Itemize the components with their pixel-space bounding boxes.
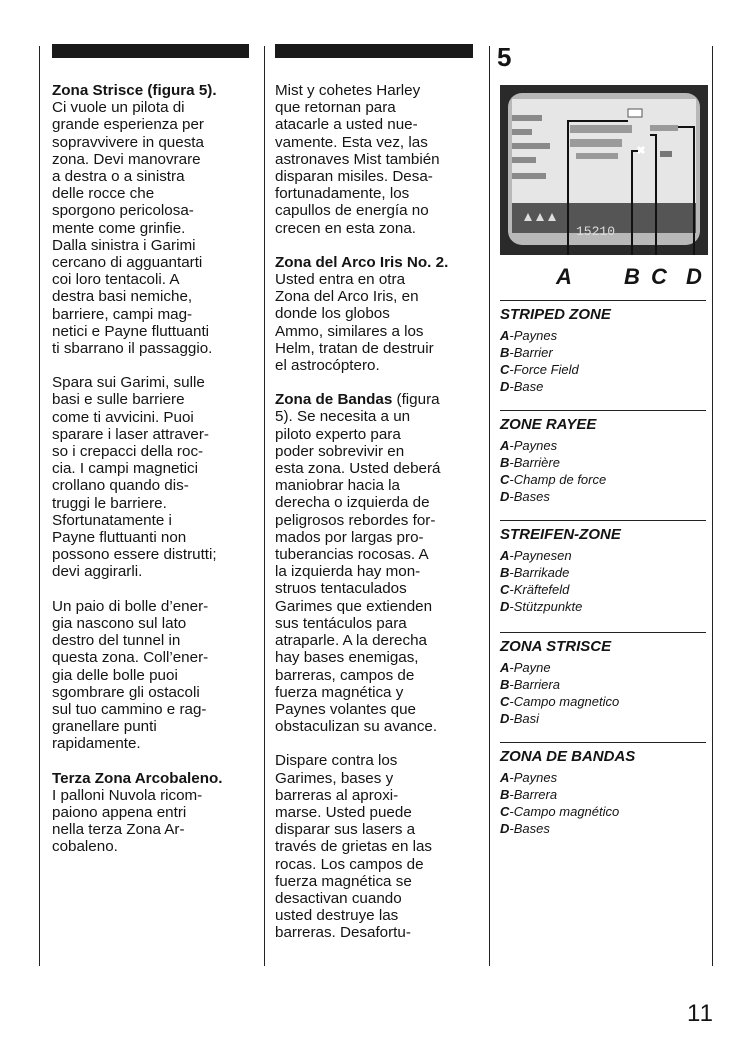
- paragraph-text: Spara sui Garimi, sulle basi e sulle barriere come ti avvicini. Puoi sparare i laser attraver- so i crepacci della roc- cia. I campi magnetici crollano quando dis- truggi le barriere. Sfortunatamente i Payne fluttuanti non possono essere distrutti; devi aggirarli.: [52, 374, 217, 581]
- legend-item: B-Barrière: [500, 455, 560, 470]
- paragraph-text: I palloni Nuvola ricom- paiono appena entri nella terza Zona Ar- cobaleno.: [52, 786, 203, 856]
- payne-sprite: [628, 109, 642, 117]
- column-rule: [489, 46, 490, 966]
- legend-item: D-Stützpunkte: [500, 599, 583, 614]
- paragraph-text: Mist y cohetes Harley que retornan para atacarle a usted nue- vamente. Esta vez, las astronaves Mist también disparan misiles. Desa- fortunadamente, los capullos de energía no crecen en esta zona.: [275, 82, 440, 237]
- column-rule: [712, 46, 713, 966]
- paragraph-text: Un paio di bolle d’ener- gia nascono sul lato destro del tunnel in questa zona. Coll’ener- gia delle bolle puoi sgombrare gli ostacoli sul tuo cammino e rag- granellare punti rapidamente.: [52, 597, 209, 753]
- spanish-column: [275, 82, 483, 959]
- legend-item: D-Basi: [500, 711, 540, 726]
- column-rule: [39, 46, 40, 966]
- legend-item: A-Payne: [500, 660, 551, 675]
- legend-zone-rayee: [500, 410, 706, 505]
- paragraph-heading: Zona del Arco Iris No. 2.: [275, 253, 449, 271]
- legend-item: A-Paynes: [500, 770, 558, 785]
- legend-item: A-Paynesen: [500, 548, 572, 563]
- column-rule: [264, 46, 265, 966]
- legend-item: D-Bases: [500, 821, 550, 836]
- italian-paragraph: [52, 374, 257, 580]
- legend-item: D-Bases: [500, 489, 550, 504]
- page-number: 11: [687, 1000, 714, 1027]
- legend-title: ZONA DE BANDAS: [500, 748, 636, 765]
- score-readout: 15210: [576, 224, 616, 239]
- legend-item: D-Base: [500, 379, 544, 394]
- screen-label-d: D: [686, 264, 702, 289]
- italian-paragraph: [52, 770, 257, 856]
- legend-title: STRIPED ZONE: [500, 306, 611, 323]
- legend-zona-de-bandas: [500, 742, 706, 837]
- base-sprite: [660, 151, 672, 157]
- screen-label-row: [500, 264, 712, 292]
- paragraph-text: (figura 5). Se necesita a un piloto experto para poder sobrevivir en esta zona. Usted deberá maniobrar hacia la derecha o izquierda de peligrosos rebordes for- mados por largas pro- tuberancias rocosas. A la izquierda hay mon- struos tentaculados Garimes que extienden sus tentáculos para atraparle. A la derecha hay bases enemigas, barreras, campos de fuerza magnética y Paynes volantes que obstaculizan su avance.: [275, 391, 441, 736]
- legend-item: C-Kräftefeld: [500, 582, 570, 597]
- italian-paragraph: [52, 82, 257, 357]
- legend-item: B-Barriera: [500, 677, 560, 692]
- paragraph-heading: Zona de Bandas: [275, 391, 393, 409]
- paragraph-heading: Zona Strisce (figura 5).: [52, 82, 217, 99]
- paragraph-heading: Terza Zona Arcobaleno.: [52, 769, 223, 787]
- paragraph-text: Ci vuole un pilota di grande esperienza per sopravvivere in questa zona. Devi manovrare a destra o a sinistra delle rocce che sporgono pericolosa- mente come grinfie. Dalla sinistra i Garimi cercano di agguantarti coi loro tentacoli. A destra basi nemiche, barriere, campi mag- netici e Payne fluttuanti ti sbarrano il passaggio.: [52, 99, 213, 358]
- spanish-paragraph: [275, 254, 483, 374]
- legend-item: A-Paynes: [500, 438, 558, 453]
- legend-item: C-Force Field: [500, 362, 579, 377]
- legend-item: C-Campo magnetico: [500, 694, 620, 709]
- legend-title: STREIFEN-ZONE: [500, 526, 621, 543]
- paragraph-text: Usted entra en otra Zona del Arco Iris, en donde los globos Ammo, similares a los Helm, tratan de destruir el astrocóptero.: [275, 271, 434, 375]
- legend-streifen-zone: [500, 520, 706, 615]
- header-bar: [52, 44, 249, 58]
- section-number: 5: [497, 42, 512, 72]
- ship-sprite: [638, 147, 644, 153]
- header-bar: [275, 44, 473, 58]
- legend-zona-strisce: [500, 632, 706, 727]
- legend-item: A-Paynes: [500, 328, 558, 343]
- paragraph-text: Dispare contra los Garimes, bases y barreras al aproxi- marse. Usted puede disparar sus lasers a través de grietas en las rocas. Los campos de fuerza magnética se desactivan cuando usted destruye las barreras. Desafortu-: [275, 752, 433, 942]
- italian-paragraph: [52, 598, 257, 753]
- legend-title: ZONA STRISCE: [500, 638, 612, 655]
- legend-item: B-Barrera: [500, 787, 558, 802]
- legend-item: C-Campo magnético: [500, 804, 620, 819]
- spanish-paragraph: [275, 752, 483, 941]
- legend-item: B-Barrier: [500, 345, 553, 360]
- screen-label-a: A: [556, 264, 572, 289]
- game-screenshot: [500, 85, 708, 255]
- screen-label-b: B: [624, 264, 640, 289]
- spanish-paragraph: [275, 391, 483, 735]
- legend-striped-zone: [500, 300, 706, 395]
- italian-column: [52, 82, 257, 873]
- legend-title: ZONE RAYEE: [500, 416, 597, 433]
- screen-label-c: C: [651, 264, 667, 289]
- legend-item: B-Barrikade: [500, 565, 570, 580]
- spanish-paragraph: [275, 82, 483, 237]
- legend-item: C-Champ de force: [500, 472, 607, 487]
